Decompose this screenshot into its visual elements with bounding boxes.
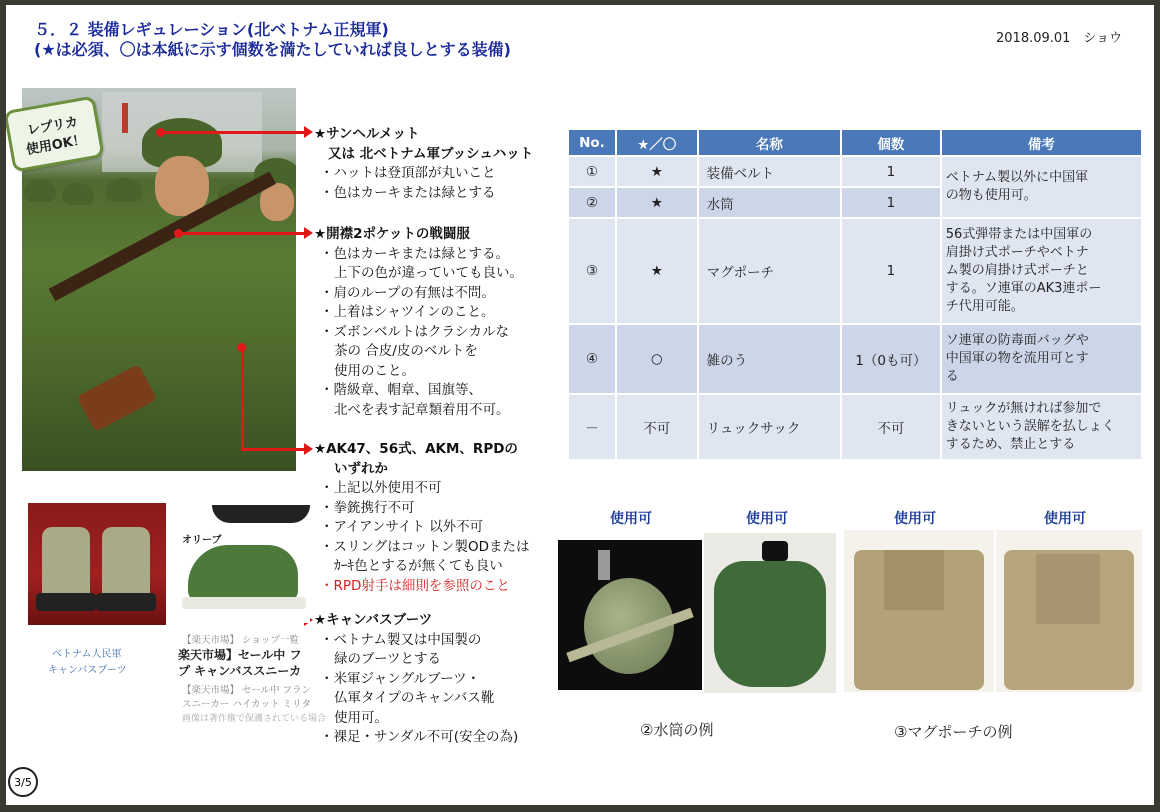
note-line: の物も使用可。 [945, 188, 1037, 203]
boots-caption-2: キャンバスブーツ [48, 665, 127, 676]
badge-line1: レプリカ [26, 114, 80, 139]
helmet-arrow [161, 131, 307, 134]
olive-boots-image [172, 505, 310, 623]
table-header-row [568, 129, 1142, 156]
uniform-line: 使用のこと。 [334, 362, 415, 379]
equipment-table [567, 128, 1143, 461]
ok-label-pouch-1: 使用可 [894, 511, 936, 527]
shop-line[interactable]: スニーカー ハイカット ミリタ [182, 699, 311, 710]
rifle-line: ・スリングはコットン製ODまたは [320, 538, 530, 555]
cell-mark: ★ [616, 218, 698, 324]
cell-note [941, 324, 1142, 394]
cell-mark: ★ [616, 156, 698, 187]
rifle-line: ・上記以外使用不可 [320, 480, 442, 496]
cell-mark: ○ [616, 324, 698, 394]
note-line: リュックが無ければ参加で [945, 401, 1102, 416]
cell-no: － [568, 394, 616, 460]
col-mark: ★／〇 [616, 129, 698, 156]
boots-section [314, 611, 518, 748]
cell-qty: 1 [841, 218, 941, 324]
cell-note [941, 394, 1142, 460]
page-title: ５．２ 装備レギュレーション(北ベトナム正規軍) [34, 20, 389, 39]
helmet-line: ・色はカーキまたは緑とする [320, 184, 496, 201]
rifle-heading-2: いずれか [334, 460, 388, 477]
ok-label-canteen-2: 使用可 [746, 511, 788, 527]
uniform-line: 北べを表す記章類着用不可。 [334, 401, 510, 418]
boots-line: 使用可。 [334, 709, 388, 726]
ok-label-canteen-1: 使用可 [610, 511, 652, 527]
canteen-image-2 [704, 533, 836, 693]
cell-note [941, 218, 1142, 324]
cell-qty: 1（0も可） [841, 324, 941, 394]
cell-name: 装備ベルト [698, 156, 841, 187]
ok-label-pouch-2: 使用可 [1044, 511, 1086, 527]
note-line: 中国軍の物を流用可とす [945, 351, 1089, 366]
uniform-line: ・色はカーキまたは緑とする。 [320, 245, 509, 262]
boots-line: ・ベトナム製又は中国製の [320, 631, 482, 648]
shop-line[interactable]: プ キャンバススニーカ [178, 664, 302, 678]
table-row [568, 218, 1142, 324]
uniform-section [314, 225, 523, 420]
uniform-line: ・階級章、帽章、国旗等、 [320, 382, 482, 398]
cell-name: リュックサック [698, 394, 841, 460]
rifle-section [314, 440, 529, 596]
olive-label: オリーブ [182, 535, 222, 546]
cell-mark: ★ [616, 187, 698, 218]
uniform-heading: ★開襟2ポケットの戦闘服 [314, 226, 470, 242]
shop-line[interactable]: 【楽天市場】 ショップ一覧 [182, 635, 299, 646]
rifle-arrow [241, 448, 307, 451]
helmet-heading: ★サンヘルメット [314, 126, 420, 142]
rifle-line: ｶｰｷ色とするが無くても良い [334, 558, 503, 574]
uniform-line: ・ズボンベルトはクラシカルな [320, 323, 509, 340]
note-line: 肩掛け式ポーチやベトナ [945, 245, 1089, 260]
note-line: ム製の肩掛け式ポーチと [945, 263, 1089, 278]
note-line: する。ソ連軍のAK3連ポー [945, 281, 1102, 296]
note-line: 56式弾帯または中国軍の [945, 227, 1093, 242]
shop-line[interactable]: 【楽天市場】 セール中 フラン [182, 685, 311, 696]
table-row [568, 394, 1142, 460]
boots-heading: ★キャンバスブーツ [314, 612, 433, 628]
col-name: 名称 [698, 129, 841, 156]
note-line: きないという誤解を払しょく [945, 419, 1115, 434]
note-line: するため、禁止とする [945, 437, 1076, 452]
boots-line: ・裸足・サンダル不可(安全の為) [320, 729, 519, 745]
rifle-rpd-note: ・RPD射手は細則を参照のこと [320, 577, 510, 594]
rifle-heading: ★AK47、56式、AKM、RPDの [314, 441, 518, 457]
shop-line[interactable]: 楽天市場】セール中 フ [178, 648, 302, 662]
table-row [568, 324, 1142, 394]
cell-no: ② [568, 187, 616, 218]
note-line: ベトナム製以外に中国軍 [945, 170, 1089, 185]
badge-line2: 使用OK！ [25, 132, 87, 158]
col-no: No. [568, 129, 616, 156]
uniform-line: 上下の色が違っていても良い。 [334, 265, 523, 281]
vietnam-boots-image [28, 503, 166, 625]
col-note: 備考 [941, 129, 1142, 156]
cell-name: 水筒 [698, 187, 841, 218]
boots-line: 仏軍タイプのキャンバス靴 [334, 690, 495, 706]
helmet-heading-2: 又は 北ベトナム軍ブッシュハット [328, 145, 534, 162]
cell-mark: 不可 [616, 394, 698, 460]
cell-qty: 不可 [841, 394, 941, 460]
rifle-line: ・アイアンサイト 以外不可 [320, 519, 484, 535]
uniform-line: ・上着はシャツインのこと。 [320, 304, 495, 320]
pouch-image-2 [996, 530, 1142, 692]
pouch-image-1 [844, 530, 994, 692]
canteen-caption: ②水筒の例 [640, 721, 714, 739]
note-line: チ代用可能。 [945, 299, 1024, 314]
helmet-section [314, 125, 533, 203]
cell-name: マグポーチ [698, 218, 841, 324]
cell-no: ③ [568, 218, 616, 324]
shop-line: 画像は著作権で保護されている場合 [182, 714, 327, 724]
rifle-arrow-vertical [241, 347, 244, 450]
rifle-line: ・拳銃携行不可 [320, 499, 415, 516]
col-qty: 個数 [841, 129, 941, 156]
boots-line: ・米軍ジャングルブーツ・ [320, 670, 481, 687]
slide [6, 5, 1154, 805]
boots-caption-1: ベトナム人民軍 [52, 649, 122, 660]
pouch-caption: ③マグポーチの例 [894, 723, 1013, 741]
canteen-image-1 [558, 540, 702, 690]
uniform-line: 茶の 合皮/皮のベルトを [334, 343, 478, 359]
page-subtitle: (★は必須、〇は本紙に示す個数を満たしていれば良しとする装備) [34, 40, 511, 59]
cell-no: ④ [568, 324, 616, 394]
cell-name: 雑のう [698, 324, 841, 394]
note-line: る [945, 369, 959, 384]
uniform-line: ・肩のループの有無は不問。 [320, 284, 495, 301]
date-author: 2018.09.01 ショウ [996, 31, 1123, 46]
cell-no: ① [568, 156, 616, 187]
uniform-arrow [179, 232, 307, 235]
helmet-line: ・ハットは登頂部が丸いこと [320, 165, 496, 181]
cell-note [941, 156, 1142, 218]
boots-line: 緑のブーツとする [334, 651, 442, 667]
cell-qty: 1 [841, 187, 941, 218]
cell-qty: 1 [841, 156, 941, 187]
page-number: 3/5 [8, 767, 38, 797]
note-line: ソ連軍の防毒面バッグや [945, 333, 1089, 348]
table-row [568, 156, 1142, 187]
